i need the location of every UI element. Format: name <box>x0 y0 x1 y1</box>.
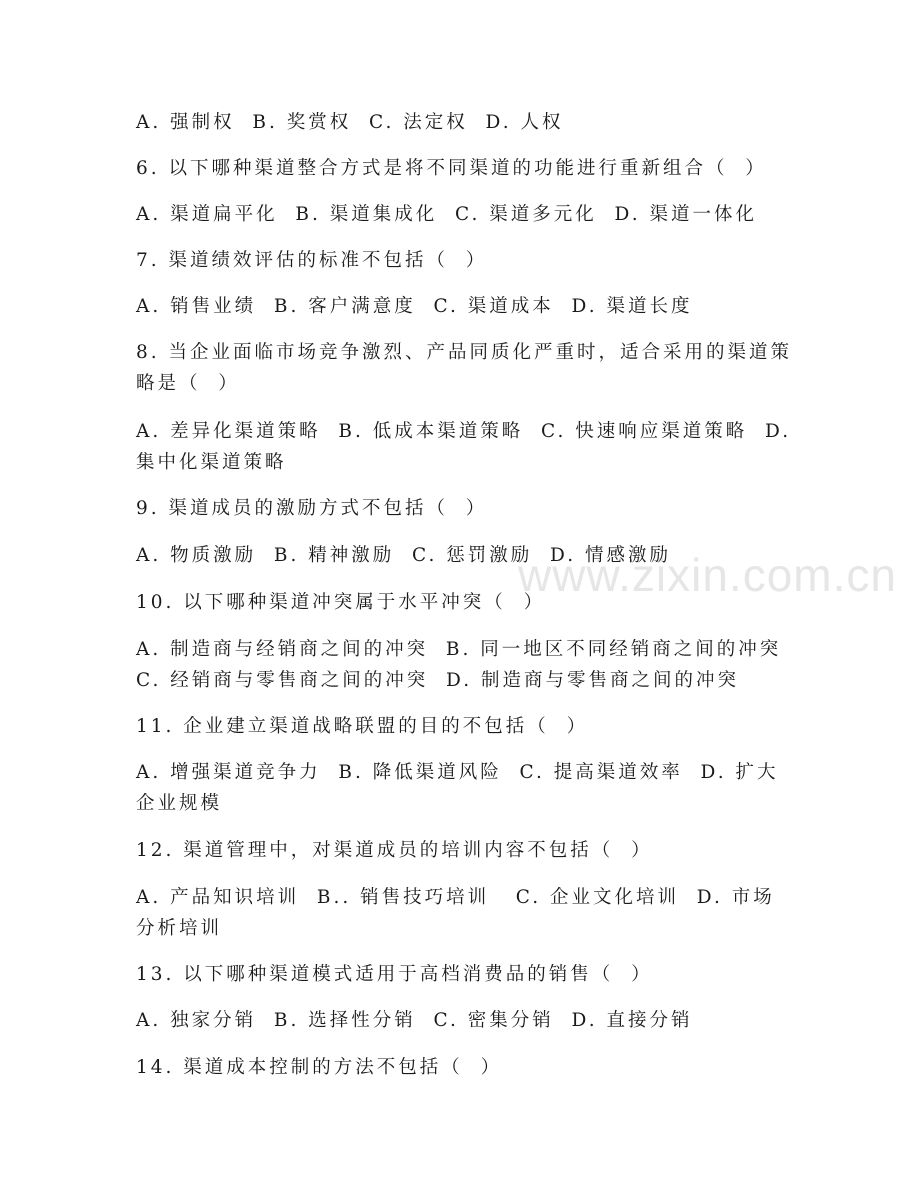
q6-options: A. 渠道扁平化 B. 渠道集成化 C. 渠道多元化 D. 渠道一体化 <box>136 204 757 225</box>
q10-options-cont: C. 经销商与零售商之间的冲突 D. 制造商与零售商之间的冲突 <box>136 670 739 691</box>
q8-question: 8. 当企业面临市场竞争激烈、产品同质化严重时，适合采用的渠道策 <box>136 342 793 363</box>
q8-question-cont: 略是（ ） <box>136 373 240 394</box>
q12-options: A. 产品知识培训 B.. 销售技巧培训 C. 企业文化培训 D. 市场 <box>136 887 775 908</box>
q8-options-cont: 集中化渠道策略 <box>136 452 287 473</box>
q11-options: A. 增强渠道竞争力 B. 降低渠道风险 C. 提高渠道效率 D. 扩大 <box>136 762 779 783</box>
q6-question: 6. 以下哪种渠道整合方式是将不同渠道的功能进行重新组合（ ） <box>136 158 767 179</box>
q5-options: A. 强制权 B. 奖赏权 C. 法定权 D. 人权 <box>136 112 564 133</box>
q8-options: A. 差异化渠道策略 B. 低成本渠道策略 C. 快速响应渠道策略 D. <box>136 421 792 442</box>
q11-question: 11. 企业建立渠道战略联盟的目的不包括（ ） <box>136 716 589 737</box>
q12-options-cont: 分析培训 <box>136 918 223 939</box>
q10-options: A. 制造商与经销商之间的冲突 B. 同一地区不同经销商之间的冲突 <box>136 639 782 660</box>
watermark: www.zixin.com.cn <box>518 549 897 601</box>
q9-options: A. 物质激励 B. 精神激励 C. 惩罚激励 D. 情感激励 <box>136 545 671 566</box>
q14-question: 14. 渠道成本控制的方法不包括（ ） <box>136 1057 503 1078</box>
q7-question: 7. 渠道绩效评估的标准不包括（ ） <box>136 250 488 271</box>
q9-question: 9. 渠道成员的激励方式不包括（ ） <box>136 498 488 519</box>
q12-question: 12. 渠道管理中，对渠道成员的培训内容不包括（ ） <box>136 840 653 861</box>
q7-options: A. 销售业绩 B. 客户满意度 C. 渠道成本 D. 渠道长度 <box>136 296 693 317</box>
q13-question: 13. 以下哪种渠道模式适用于高档消费品的销售（ ） <box>136 964 653 985</box>
q11-options-cont: 企业规模 <box>136 793 223 814</box>
q13-options: A. 独家分销 B. 选择性分销 C. 密集分销 D. 直接分销 <box>136 1010 693 1031</box>
q10-question: 10. 以下哪种渠道冲突属于水平冲突（ ） <box>136 592 546 613</box>
